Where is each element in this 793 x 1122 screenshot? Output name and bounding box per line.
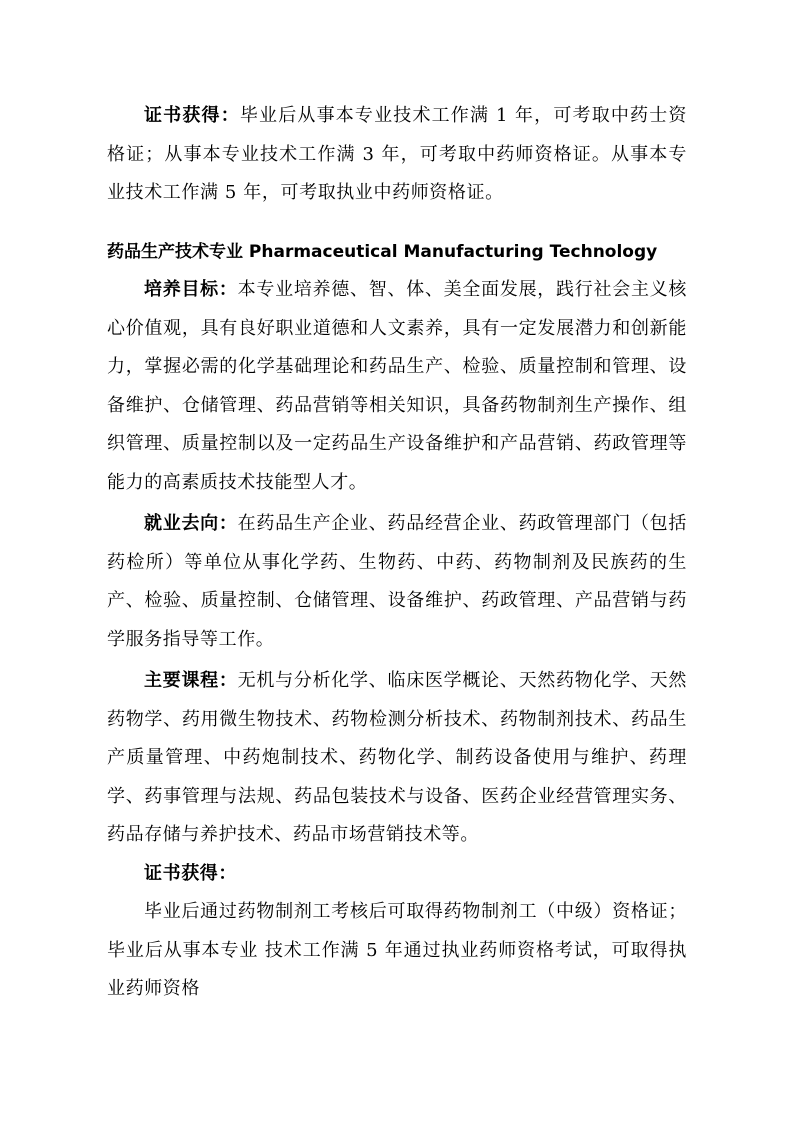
cert-text: 毕业后通过药物制剂工考核后可取得药物制剂工（中级）资格证；毕业后从事本专业 技术工作满 5 年通过执业药师资格考试，可取得执业药师资格 — [107, 901, 687, 999]
courses-paragraph — [107, 662, 687, 855]
cert-heading-paragraph — [107, 855, 687, 894]
goal-paragraph — [107, 271, 687, 502]
courses-text: 无机与分析化学、临床医学概论、天然药物化学、天然药物学、药用微生物技术、药物检测分析技术、药物制剂技术、药品生产质量管理、中药炮制技术、药物化学、制药设备使用与维护、药理学、药事管理与法规、药品包装技术与设备、医药企业经营管理实务、药品存储与养护技术、药品市场营销技术等。 — [107, 670, 688, 845]
employment-label: 就业去向： — [144, 513, 238, 534]
employment-paragraph — [107, 505, 687, 659]
employment-text: 在药品生产企业、药品经营企业、药政管理部门（包括药检所）等单位从事化学药、生物药、中药、药物制剂及民族药的生产、检验、质量控制、仓储管理、设备维护、药政管理、产品营销与药学服务指导等工作。 — [107, 513, 688, 650]
prev-cert-paragraph — [107, 97, 687, 213]
prev-cert-text: 毕业后从事本专业技术工作满 1 年，可考取中药士资格证；从事本专业技术工作满 3 年，可考取中药师资格证。从事本专业技术工作满 5 年，可考取执业中药师资格证。 — [107, 105, 687, 203]
cert-paragraph — [107, 893, 687, 1009]
goal-label: 培养目标： — [144, 279, 238, 300]
courses-label: 主要课程： — [144, 670, 238, 691]
section-heading: 药品生产技术专业 Pharmaceutical Manufacturing Technology — [107, 241, 658, 262]
prev-cert-label: 证书获得： — [144, 105, 240, 126]
goal-text: 本专业培养德、智、体、美全面发展，践行社会主义核心价值观，具有良好职业道德和人文素养，具有一定发展潜力和创新能力，掌握必需的化学基础理论和药品生产、检验、质量控制和管理、设备维护、仓储管理、药品营销等相关知识，具备药物制剂生产操作、组织管理、质量控制以及一定药品生产设备维护和产品营销、药政管理等能力的高素质技术技能型人才。 — [107, 279, 688, 493]
document-page — [107, 97, 687, 1009]
cert-label: 证书获得： — [144, 862, 237, 884]
